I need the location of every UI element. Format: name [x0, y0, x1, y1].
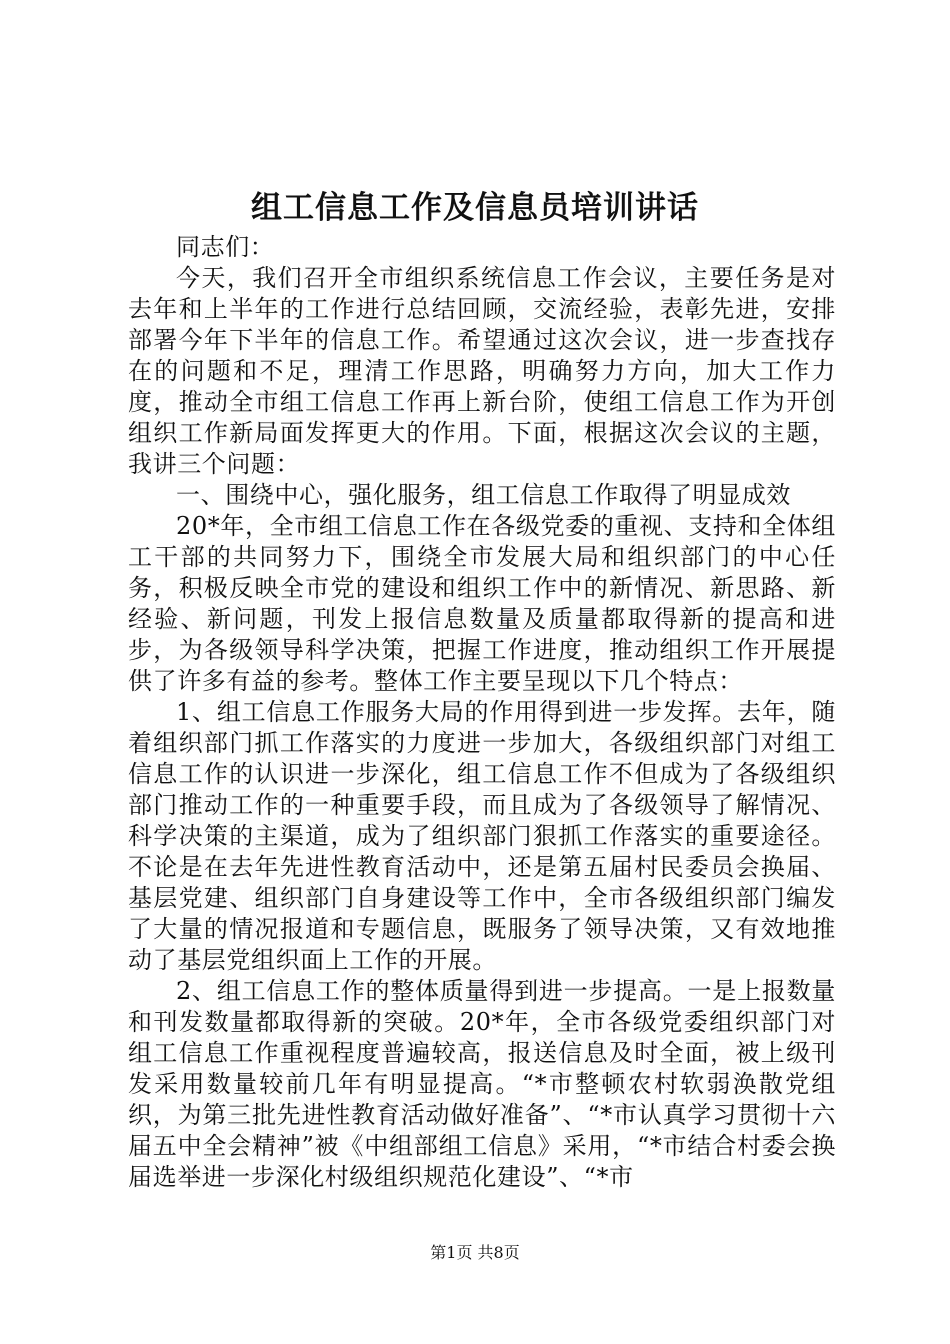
document-body [128, 232, 836, 1193]
document-title: 组工信息工作及信息员培训讲话 [251, 190, 699, 226]
body-paragraph: 20*年，全市组工信息工作在各级党委的重视、支持和全体组工干部的共同努力下，围绕全市发展大局和组织部门的中心任务，积极反映全市党的建设和组织工作中的新情况、新思路、新经验、新问题，刊发上报信息数量及质量都取得新的提高和进步，为各级领导科学决策，把握工作进度，推动组织工作开展提供了许多有益的参考。整体工作主要呈现以下几个特点： [128, 512, 836, 695]
body-paragraph: 2、组工信息工作的整体质量得到进一步提高。一是上报数量和刊发数量都取得新的突破。20*年，全市各级党委组织部门对组工信息工作重视程度普遍较高，报送信息及时全面，被上级刊发采用数量较前几年有明显提高。“*市整顿农村软弱涣散党组织，为第三批先进性教育活动做好准备”、“*市认真学习贯彻十六届五中全会精神”被《中组部组工信息》采用，“*市结合村委会换届选举进一步深化村级组织规范化建设”、“*市 [128, 977, 836, 1191]
page-footer: 第1页 共8页 [430, 1243, 520, 1262]
section-heading-1: 一、围绕中心，强化服务，组工信息工作取得了明显成效 [176, 481, 791, 509]
body-paragraph: 1、组工信息工作服务大局的作用得到进一步发挥。去年，随着组织部门抓工作落实的力度进一步加大，各级组织部门对组工信息工作的认识进一步深化，组工信息工作不但成为了各级组织部门推动工作的一种重要手段，而且成为了各级领导了解情况、科学决策的主渠道，成为了组织部门狠抓工作落实的重要途径。不论是在去年先进性教育活动中，还是第五届村民委员会换届、基层党建、组织部门自身建设等工作中，全市各级组织部门编发了大量的情况报道和专题信息，既服务了领导决策，又有效地推动了基层党组织面上工作的开展。 [128, 698, 836, 974]
intro-paragraph: 今天，我们召开全市组织系统信息工作会议，主要任务是对去年和上半年的工作进行总结回顾，交流经验，表彰先进，安排部署今年下半年的信息工作。希望通过这次会议，进一步查找存在的问题和不足，理清工作思路，明确努力方向，加大工作力度，推动全市组工信息工作再上新台阶，使组工信息工作为开创组织工作新局面发挥更大的作用。下面，根据这次会议的主题，我讲三个问题： [128, 264, 836, 478]
salutation-paragraph: 同志们： [176, 233, 275, 261]
